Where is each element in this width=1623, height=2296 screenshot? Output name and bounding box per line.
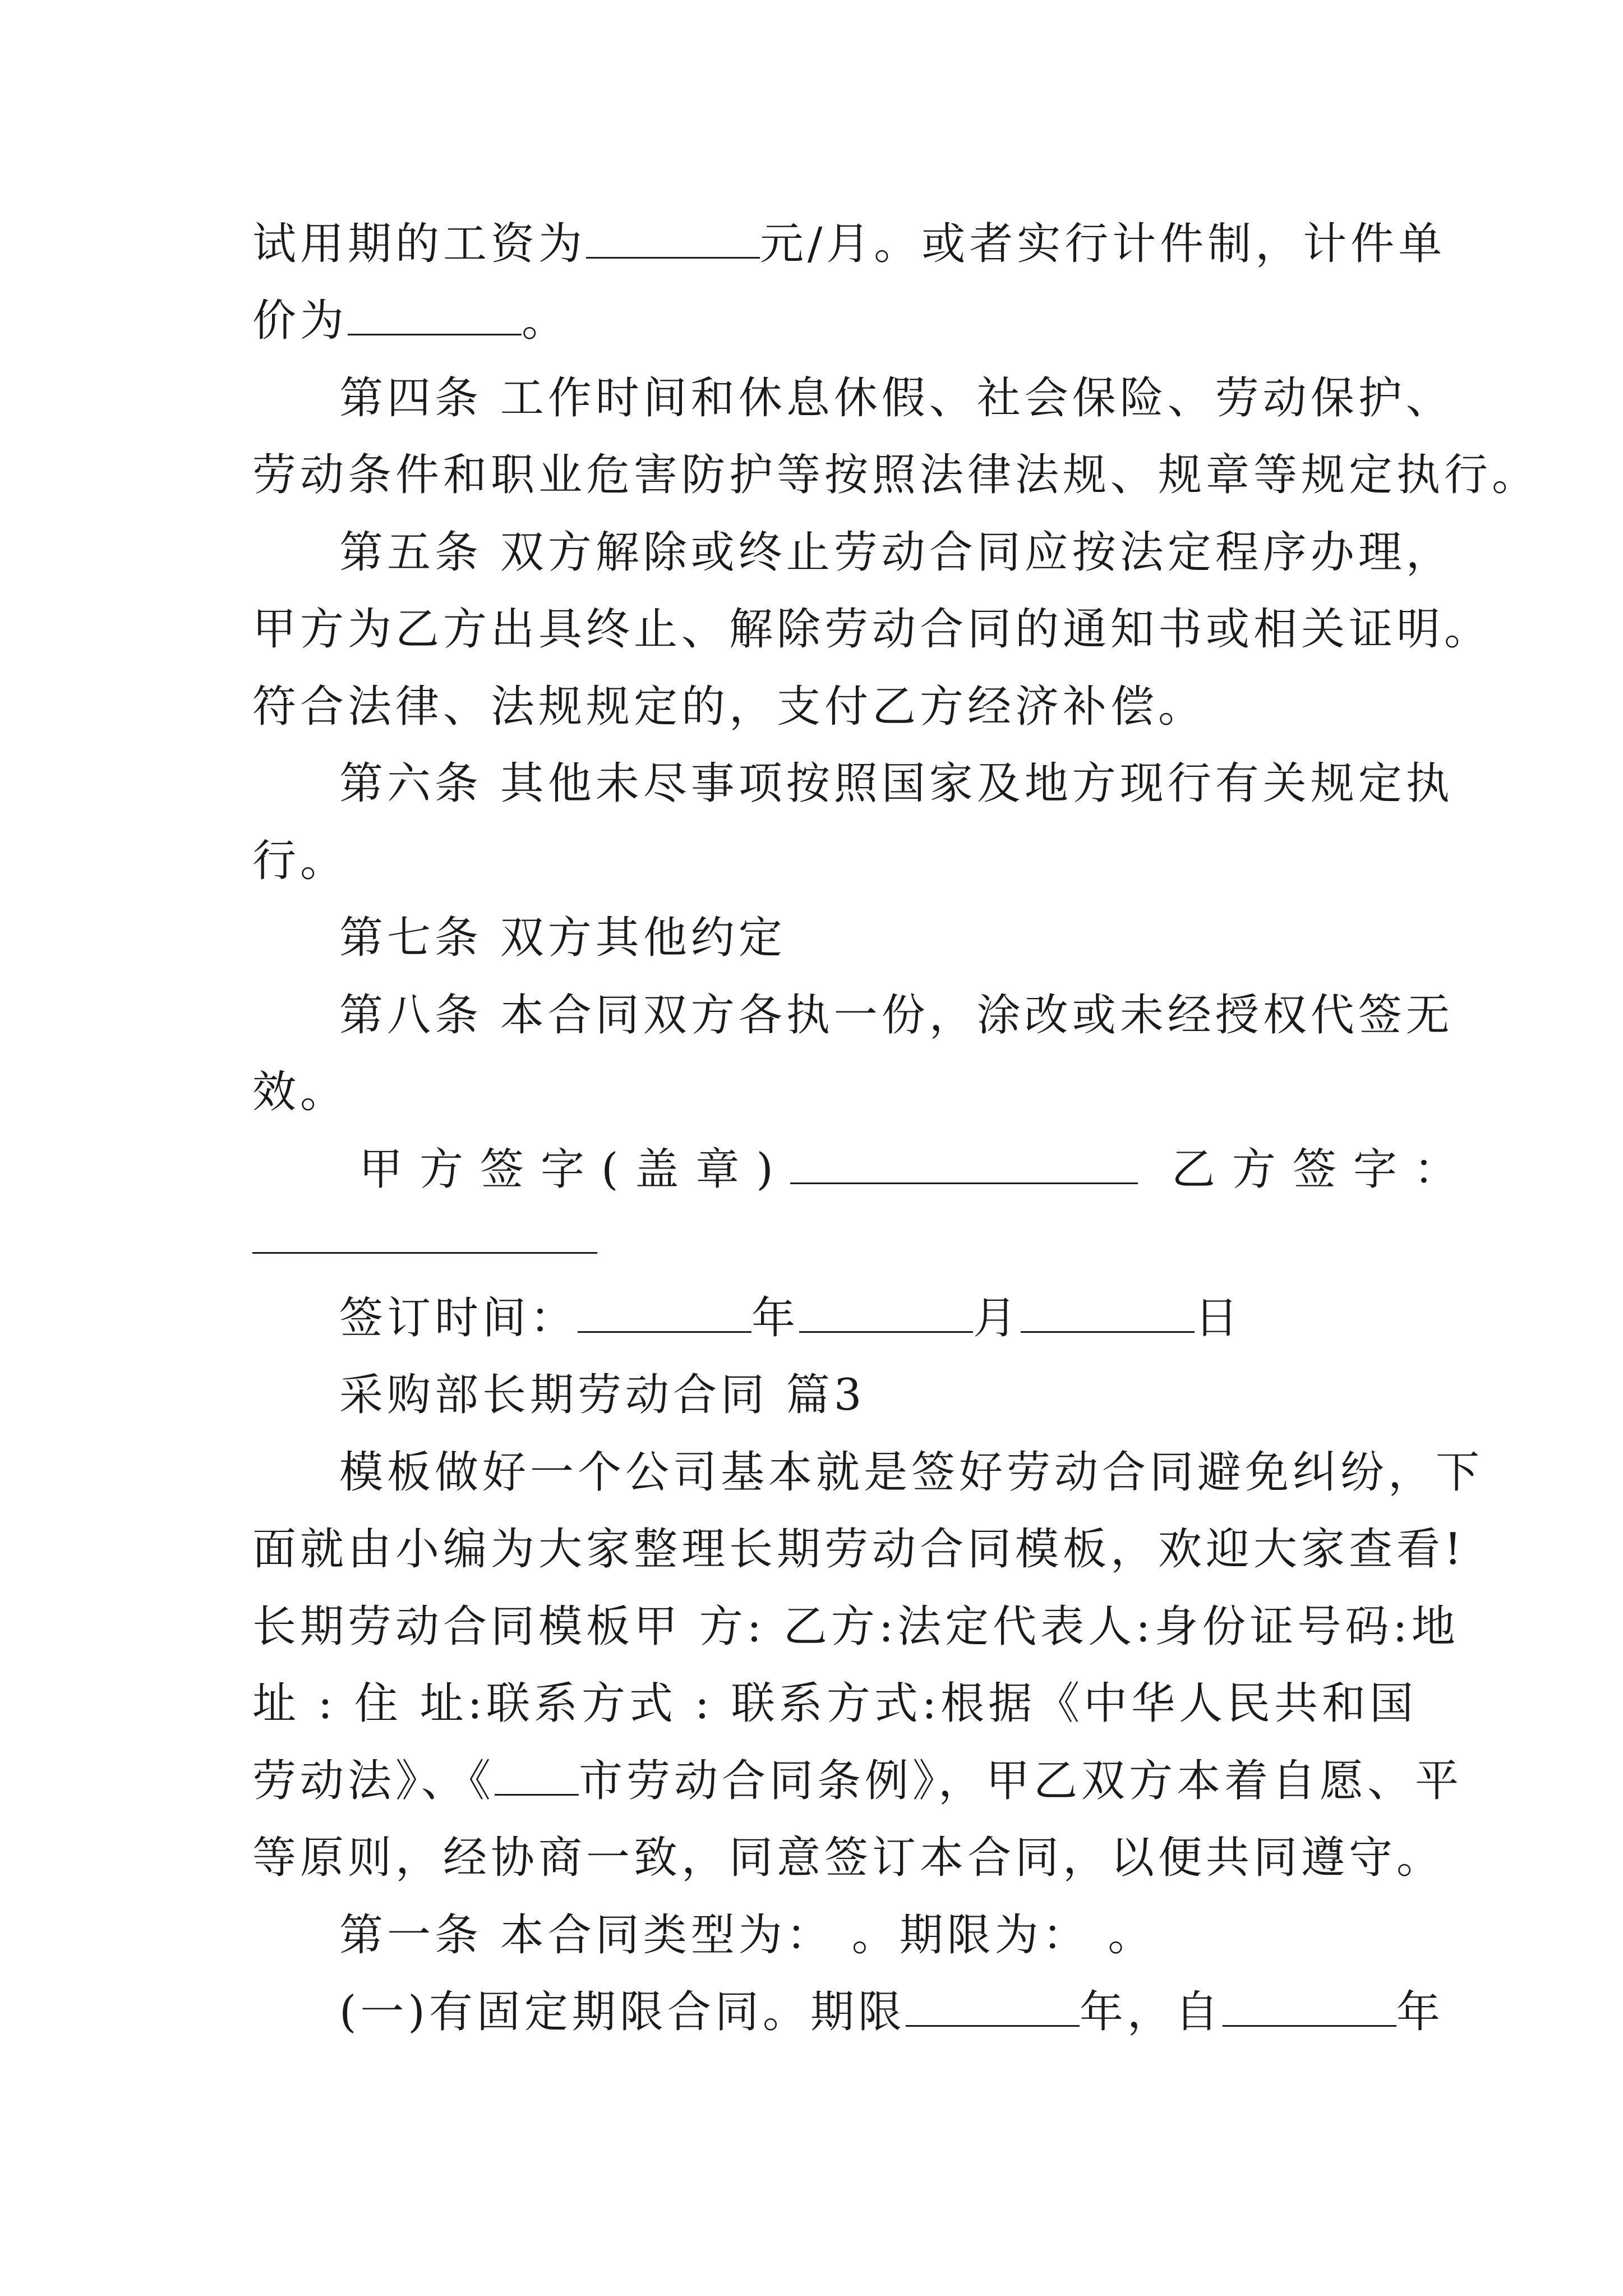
section-title: 采购部长期劳动合同 篇3 [339, 1370, 866, 1420]
piece-rate-blank [348, 300, 522, 335]
intro-line-1: 模板做好一个公司基本就是签好劳动合同避免纠纷，下 [339, 1447, 1484, 1498]
party-a-signature-blank [790, 1149, 1138, 1184]
text-segment: 市劳动合同条例》，甲乙双方本着自愿、平 [579, 1756, 1463, 1806]
term-years-blank [906, 1991, 1080, 2027]
article-5-line-1: 第五条 双方解除或终止劳动合同应按法定程序办理， [339, 527, 1454, 578]
signature-line [359, 1142, 1474, 1198]
wage-blank [586, 223, 760, 259]
article-5-line-2: 甲方为乙方出具终止、解除劳动合同的通知书或相关证明。 [252, 604, 1492, 655]
intro-line-5 [252, 1753, 1463, 1809]
month-label: 月 [973, 1293, 1021, 1343]
text-segment: 年 [1396, 1987, 1444, 2037]
text-segment: 劳动法》、《 [252, 1756, 495, 1806]
text-segment: 试用期的工资为 [252, 219, 587, 269]
text-segment: 价为 [252, 296, 348, 346]
party-b-signature-blank [252, 1252, 597, 1254]
article-6-line-2: 行。 [252, 836, 348, 886]
year-blank [578, 1297, 751, 1333]
date-label: 签订时间： [339, 1293, 578, 1343]
intro-line-6: 等原则，经协商一致，同意签订本合同，以便共同遵守。 [252, 1833, 1445, 1883]
city-blank [495, 1760, 579, 1796]
probation-wage-line [252, 216, 1446, 272]
month-blank [799, 1297, 973, 1333]
intro-line-2: 面就由小编为大家整理长期劳动合同模板，欢迎大家查看! [252, 1524, 1466, 1575]
text-segment: 。 [522, 296, 570, 346]
piece-rate-line [252, 293, 1385, 349]
intro-line-4: 址 : 住 址:联系方式 : 联系方式:根据《中华人民共和国 [252, 1678, 1418, 1729]
text-segment: (一)有固定期限合同。期限 [339, 1987, 906, 2037]
article-6-line-1: 第六条 其他未尽事项按照国家及地方现行有关规定执 [339, 758, 1454, 809]
text-segment: 年，自 [1079, 1987, 1223, 2037]
party-b-signature-label: 乙方签字： [1171, 1144, 1474, 1195]
year-label: 年 [751, 1293, 800, 1343]
party-a-signature-label: 甲方签字(盖章) [359, 1144, 790, 1195]
signing-date-line [339, 1290, 1385, 1346]
article-8-line-2: 效。 [252, 1067, 348, 1117]
start-year-blank [1223, 1991, 1396, 2027]
article-5-line-3: 符合法律、法规规定的，支付乙方经济补偿。 [252, 682, 1206, 732]
article-7: 第七条 双方其他约定 [339, 913, 786, 963]
article-8-line-1: 第八条 本合同双方各执一份，涂改或未经授权代签无 [339, 990, 1454, 1041]
article-1: 第一条 本合同类型为： 。期限为： 。 [339, 1910, 1156, 1961]
fixed-term-line [339, 1984, 1444, 2040]
day-label: 日 [1195, 1293, 1243, 1343]
day-blank [1021, 1297, 1195, 1333]
text-segment: 元/月。或者实行计件制，计件单 [760, 219, 1446, 269]
intro-line-3: 长期劳动合同模板甲 方: 乙方:法定代表人:身份证号码:地 [252, 1602, 1459, 1652]
article-4-line-2: 劳动条件和职业危害防护等按照法律法规、规章等规定执行。 [252, 450, 1540, 500]
article-4-line-1: 第四条 工作时间和休息休假、社会保险、劳动保护、 [339, 373, 1454, 424]
